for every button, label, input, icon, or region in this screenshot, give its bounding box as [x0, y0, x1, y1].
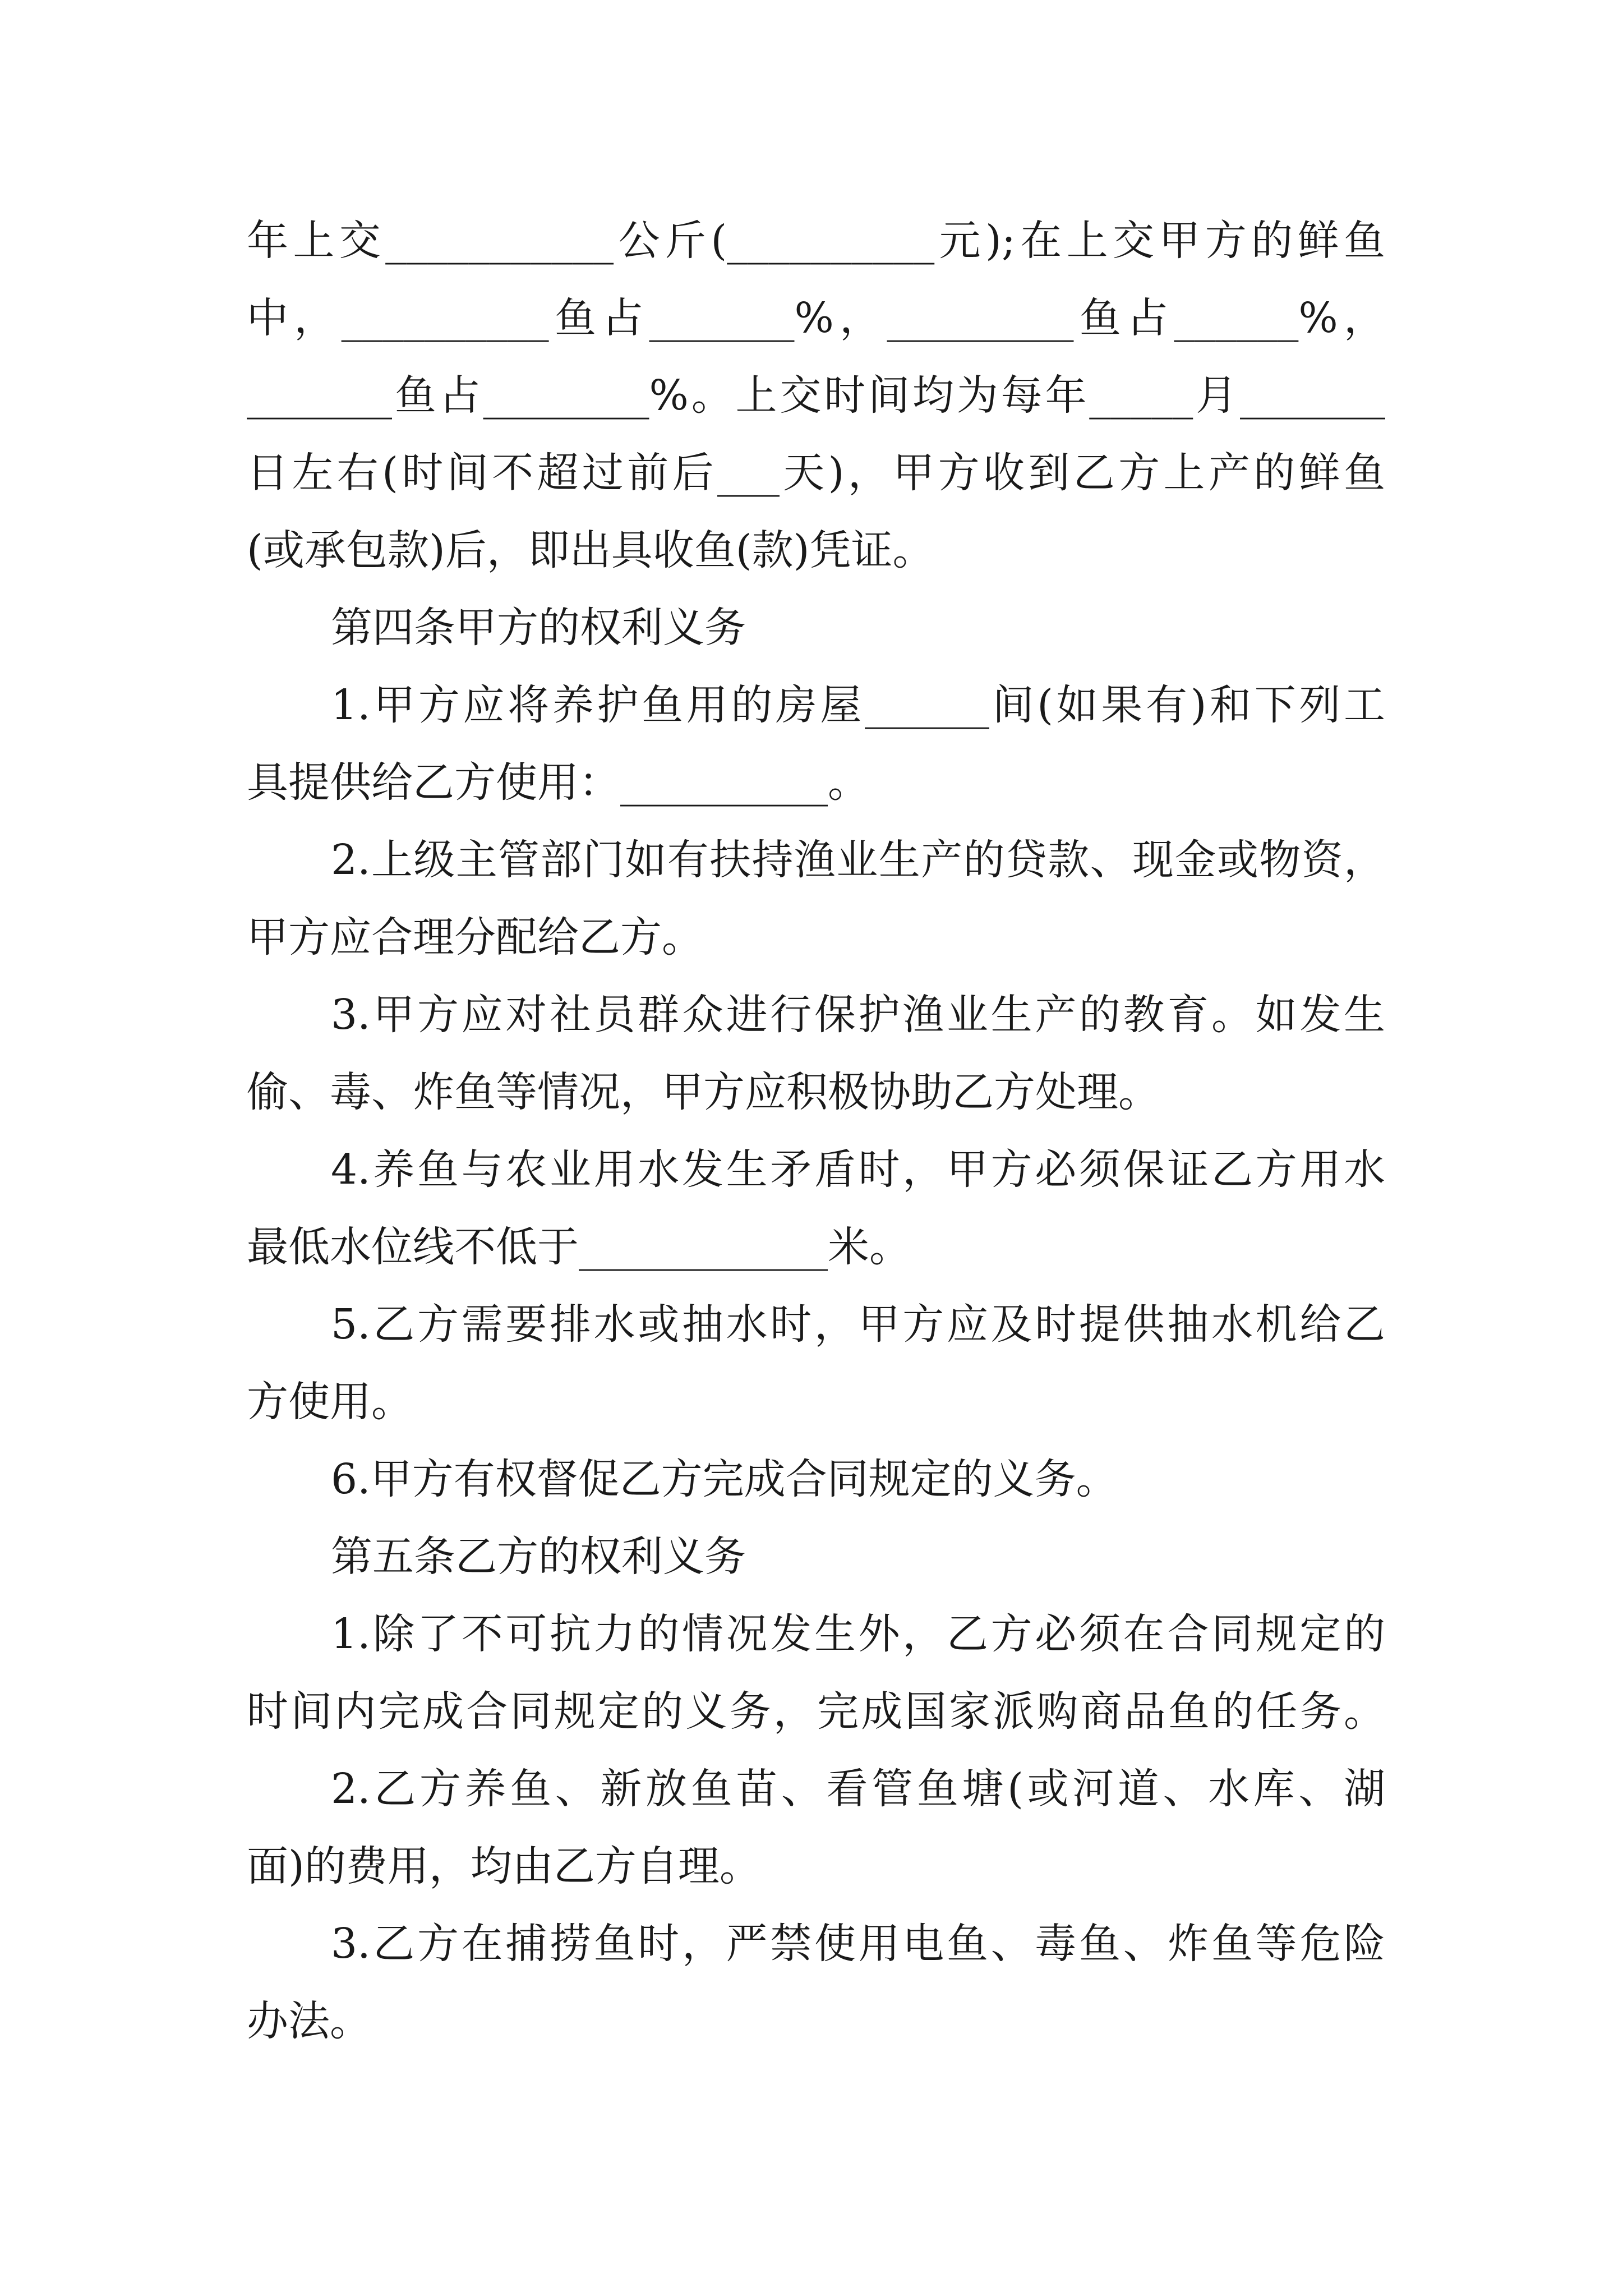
- text-line: 甲方应合理分配给乙方。: [247, 913, 703, 961]
- text-line: 最低水位线不低于____________米。: [247, 1223, 911, 1271]
- text-line: 办法。: [247, 1997, 371, 2045]
- text-line: 具提供给乙方使用：__________。: [247, 758, 869, 807]
- text-line: 3.甲方应对社员群众进行保护渔业生产的教育。如发生: [331, 991, 1385, 1039]
- text-line: (或承包款)后，即出具收鱼(款)凭证。: [247, 526, 934, 574]
- text-line: 6.甲方有权督促乙方完成合同规定的义务。: [331, 1455, 1118, 1503]
- section-heading: 第五条乙方的权利义务: [331, 1533, 746, 1581]
- text-line: 2.上级主管部门如有扶持渔业生产的贷款、现金或物资，: [331, 836, 1385, 884]
- document-body: [247, 202, 1385, 2060]
- text-line: 面)的费用，均由乙方自理。: [247, 1842, 761, 1890]
- text-line: 4.养鱼与农业用水发生矛盾时，甲方必须保证乙方用水: [331, 1145, 1385, 1194]
- text-line: 1.甲方应将养护鱼用的房屋______间(如果有)和下列工: [331, 681, 1385, 729]
- text-line: 方使用。: [247, 1378, 413, 1426]
- text-line: 中，__________鱼占_______%，_________鱼占______%，: [247, 294, 1385, 342]
- text-line: 3.乙方在捕捞鱼时，严禁使用电鱼、毒鱼、炸鱼等危险: [331, 1920, 1385, 1968]
- text-line: 时间内完成合同规定的义务，完成国家派购商品鱼的任务。: [247, 1687, 1385, 1736]
- text-line: 日左右(时间不超过前后___天)，甲方收到乙方上产的鲜鱼: [247, 449, 1385, 497]
- text-line: 偷、毒、炸鱼等情况，甲方应积极协助乙方处理。: [247, 1068, 1160, 1116]
- text-line: _______鱼占________%。上交时间均为每年_____月_______: [247, 371, 1385, 420]
- text-line: 2.乙方养鱼、新放鱼苗、看管鱼塘(或河道、水库、湖: [331, 1765, 1385, 1813]
- section-heading: 第四条甲方的权利义务: [331, 604, 746, 652]
- text-line: 5.乙方需要排水或抽水时，甲方应及时提供抽水机给乙: [331, 1300, 1385, 1349]
- text-line: 1.除了不可抗力的情况发生外，乙方必须在合同规定的: [331, 1610, 1385, 1658]
- text-line: 年上交___________公斤(__________元);在上交甲方的鲜鱼: [247, 217, 1385, 265]
